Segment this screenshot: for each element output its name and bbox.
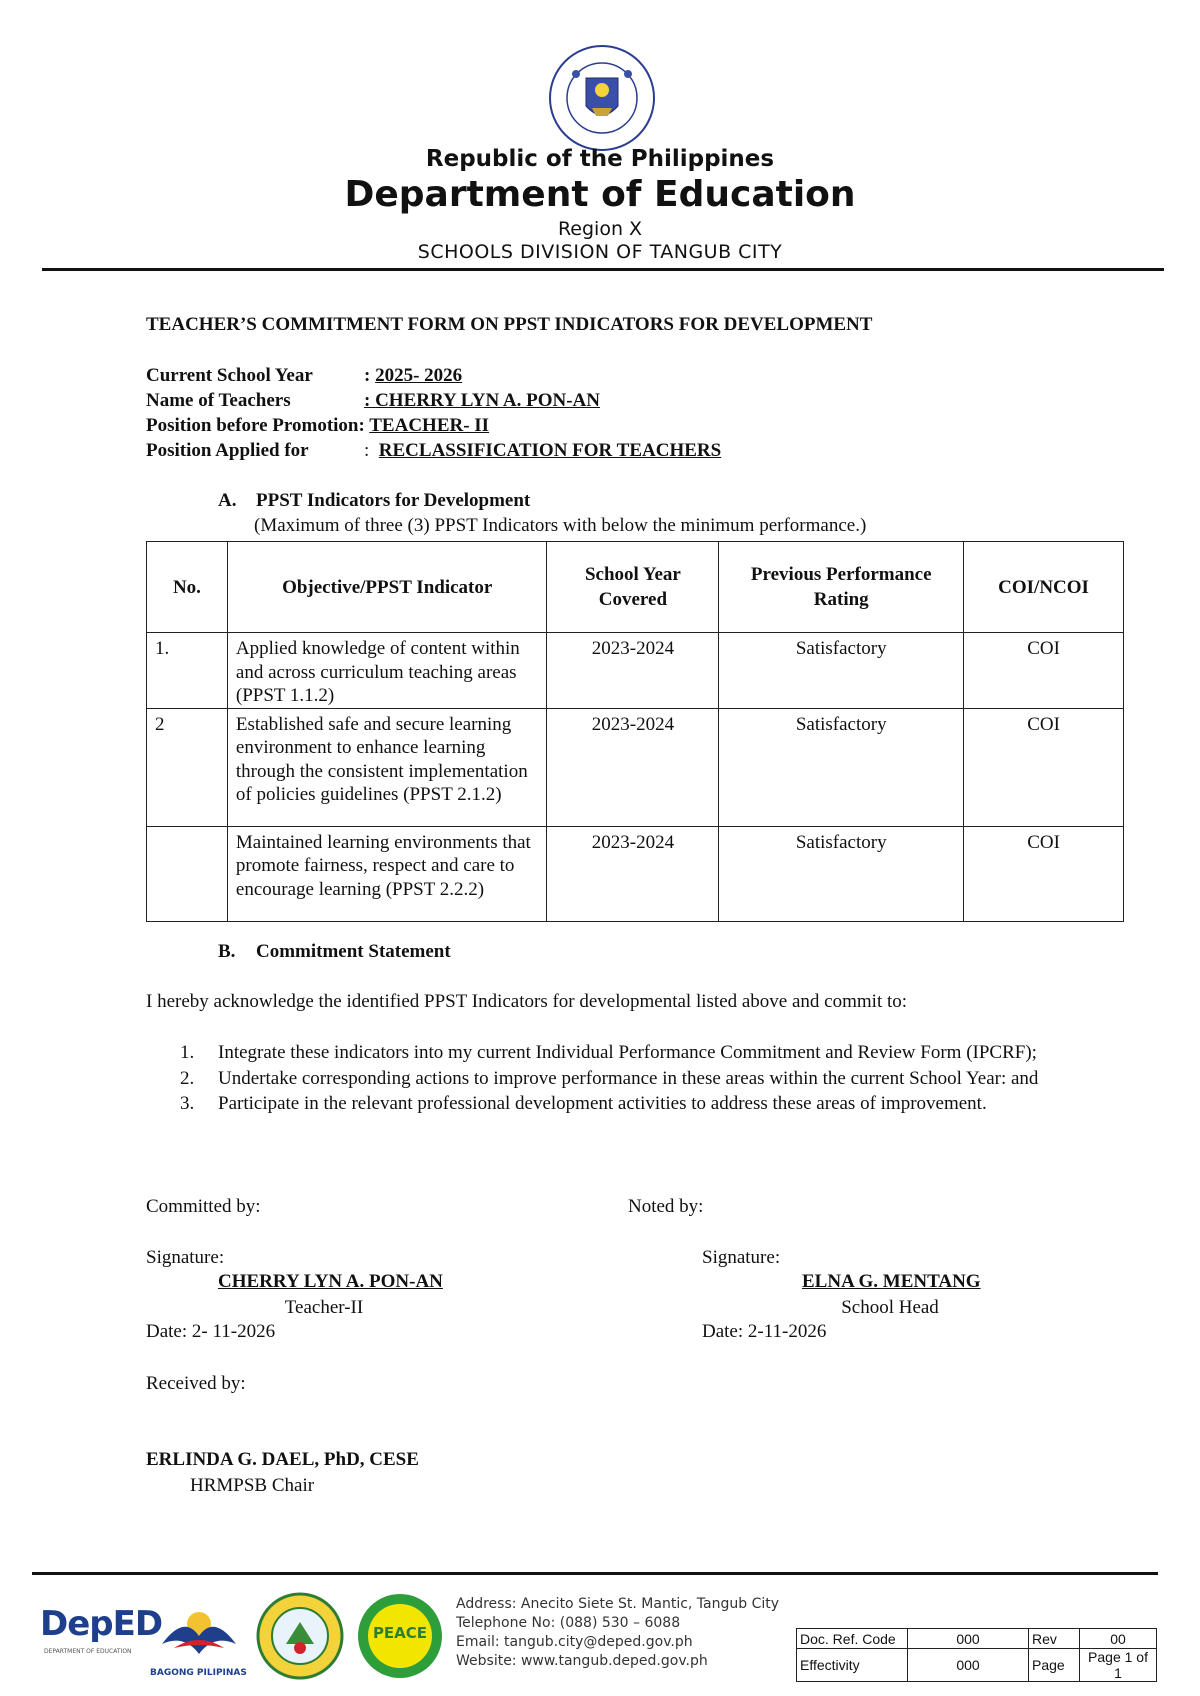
doc-ref-value: 000 bbox=[908, 1629, 1029, 1649]
cell-year: 2023-2024 bbox=[547, 826, 719, 921]
list-item bbox=[180, 1041, 1040, 1066]
bagong-pilipinas-logo bbox=[154, 1594, 244, 1666]
section-a-note: (Maximum of three (3) PPST Indicators with below the minimum performance.) bbox=[254, 515, 867, 536]
info-value: CHERRY LYN A. PON-AN bbox=[375, 390, 600, 411]
table-row bbox=[797, 1629, 1157, 1649]
page-label: Page bbox=[1029, 1649, 1080, 1682]
cell-no: 2 bbox=[147, 708, 228, 826]
header-divider bbox=[42, 268, 1164, 271]
division-seal-logo bbox=[256, 1592, 344, 1680]
section-letter: A. bbox=[218, 490, 237, 511]
noter-position: School Head bbox=[841, 1297, 939, 1318]
footer-email: Email: tangub.city@deped.gov.ph bbox=[456, 1634, 693, 1650]
noter-date: Date: 2-11-2026 bbox=[702, 1321, 827, 1342]
col-header-rating: Previous Performance Rating bbox=[719, 542, 964, 633]
cell-coi: COI bbox=[964, 708, 1124, 826]
info-sep: : bbox=[364, 390, 376, 411]
col-header-coi: COI/NCOI bbox=[964, 542, 1124, 633]
info-position-before bbox=[146, 415, 489, 437]
committed-by-label: Committed by: bbox=[146, 1196, 261, 1217]
effectivity-label: Effectivity bbox=[797, 1649, 908, 1682]
cell-indicator: Established safe and secure learning environment to enhance learning through the consistent implementation of policies guidelines (PPST 2.1.2) bbox=[227, 708, 547, 826]
section-title: PPST Indicators for Development bbox=[256, 490, 531, 511]
committer-position: Teacher-II bbox=[284, 1297, 364, 1318]
table-row bbox=[147, 633, 1124, 709]
page-value: Page 1 of 1 bbox=[1080, 1649, 1157, 1682]
region-heading: Region X bbox=[557, 218, 643, 240]
peace-logo-text: PEACE bbox=[372, 1624, 428, 1642]
cell-no: 1. bbox=[147, 633, 228, 709]
deped-logo-subtitle: DEPARTMENT OF EDUCATION bbox=[44, 1648, 132, 1655]
acknowledgement-text: I hereby acknowledge the identified PPST Indicators for developmental listed above and commit to: bbox=[146, 991, 908, 1012]
info-label: Name of Teachers bbox=[146, 390, 291, 411]
col-header-year: School Year Covered bbox=[547, 542, 719, 633]
cell-coi: COI bbox=[964, 826, 1124, 921]
list-item bbox=[180, 1067, 1040, 1092]
committer-name: CHERRY LYN A. PON-AN bbox=[218, 1271, 443, 1292]
list-item bbox=[180, 1092, 1040, 1117]
info-school-year bbox=[146, 365, 462, 387]
list-item-text: Participate in the relevant professional development activities to address these areas of improvement. bbox=[218, 1093, 987, 1114]
info-value: 2025- 2026 bbox=[375, 365, 463, 386]
info-position-applied bbox=[146, 440, 721, 462]
cell-year: 2023-2024 bbox=[547, 633, 719, 709]
department-heading: Department of Education bbox=[344, 174, 856, 215]
rev-value: 00 bbox=[1080, 1629, 1157, 1649]
bagong-pilipinas-label: BAGONG PILIPINAS bbox=[150, 1668, 247, 1678]
info-label: Current School Year bbox=[146, 365, 313, 386]
ppst-indicator-table bbox=[146, 541, 1124, 922]
list-item-text: Integrate these indicators into my current Individual Performance Commitment and Review Form (IPCRF); bbox=[218, 1042, 1037, 1063]
received-by-label: Received by: bbox=[146, 1373, 246, 1394]
table-row bbox=[147, 826, 1124, 921]
cell-no bbox=[147, 826, 228, 921]
noted-by-label: Noted by: bbox=[628, 1196, 704, 1217]
info-sep: : bbox=[364, 440, 379, 461]
cell-year: 2023-2024 bbox=[547, 708, 719, 826]
deped-seal-logo bbox=[548, 44, 656, 152]
deped-logo: DepED bbox=[40, 1604, 163, 1644]
cell-rating: Satisfactory bbox=[719, 826, 964, 921]
info-label: Position before Promotion: bbox=[146, 415, 365, 436]
footer-address: Address: Anecito Siete St. Mantic, Tangub City bbox=[456, 1596, 780, 1612]
republic-heading: Republic of the Philippines bbox=[425, 146, 775, 172]
cell-indicator: Maintained learning environments that promote fairness, respect and care to encourage learning (PPST 2.2.2) bbox=[227, 826, 547, 921]
cell-coi: COI bbox=[964, 633, 1124, 709]
commitment-list bbox=[180, 1041, 1040, 1118]
table-row bbox=[797, 1649, 1157, 1682]
form-title: TEACHER’S COMMITMENT FORM ON PPST INDICATORS FOR DEVELOPMENT bbox=[146, 314, 873, 335]
table-header-row bbox=[147, 542, 1124, 633]
info-label: Position Applied for bbox=[146, 440, 309, 461]
division-heading: SCHOOLS DIVISION OF TANGUB CITY bbox=[417, 241, 783, 263]
noter-name: ELNA G. MENTANG bbox=[802, 1271, 981, 1292]
effectivity-value: 000 bbox=[908, 1649, 1029, 1682]
signature-label-left: Signature: bbox=[146, 1247, 225, 1268]
footer-telephone: Telephone No: (088) 530 – 6088 bbox=[456, 1615, 681, 1631]
rev-label: Rev bbox=[1029, 1629, 1080, 1649]
doc-ref-label: Doc. Ref. Code bbox=[797, 1629, 908, 1649]
col-header-no: No. bbox=[147, 542, 228, 633]
section-a-heading bbox=[218, 490, 530, 512]
cell-rating: Satisfactory bbox=[719, 633, 964, 709]
committer-date: Date: 2- 11-2026 bbox=[146, 1321, 276, 1342]
info-sep: : bbox=[364, 365, 376, 386]
cell-rating: Satisfactory bbox=[719, 708, 964, 826]
footer-divider bbox=[32, 1572, 1158, 1575]
receiver-position: HRMPSB Chair bbox=[190, 1475, 315, 1496]
col-header-indicator: Objective/PPST Indicator bbox=[227, 542, 547, 633]
list-item-number: 2. bbox=[180, 1067, 195, 1089]
section-letter: B. bbox=[218, 941, 236, 962]
info-value: RECLASSIFICATION FOR TEACHERS bbox=[378, 440, 722, 461]
section-b-heading bbox=[218, 941, 451, 963]
list-item-text: Undertake corresponding actions to improve performance in these areas within the current School Year: and bbox=[218, 1067, 1039, 1089]
signature-label-right: Signature: bbox=[702, 1247, 781, 1268]
receiver-name: ERLINDA G. DAEL, PhD, CESE bbox=[146, 1449, 419, 1470]
document-control-table bbox=[796, 1628, 1157, 1682]
info-value: TEACHER- II bbox=[369, 415, 490, 436]
footer-website: Website: www.tangub.deped.gov.ph bbox=[456, 1653, 708, 1669]
section-title: Commitment Statement bbox=[256, 941, 451, 962]
table-row bbox=[147, 708, 1124, 826]
info-teacher-name bbox=[146, 390, 600, 412]
list-item-number: 3. bbox=[180, 1093, 195, 1114]
cell-indicator: Applied knowledge of content within and across curriculum teaching areas (PPST 1.1.2) bbox=[227, 633, 547, 709]
list-item-number: 1. bbox=[180, 1042, 195, 1063]
